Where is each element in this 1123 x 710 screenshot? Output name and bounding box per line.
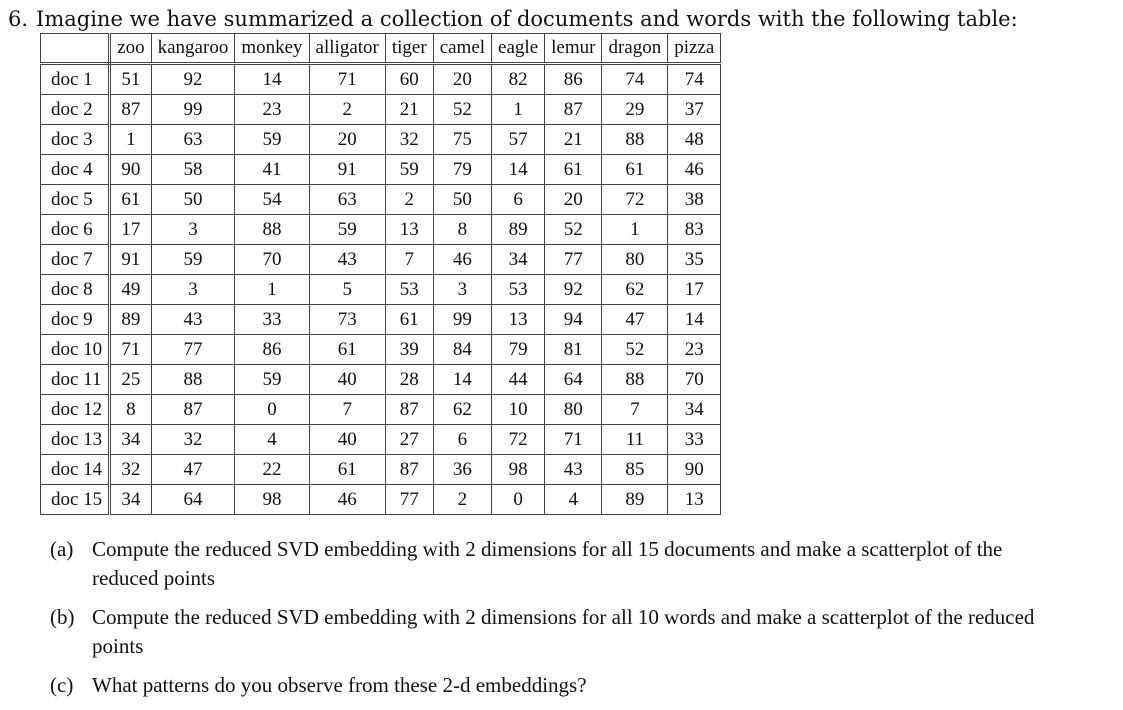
table-row — [41, 335, 721, 365]
table-cell: 37 — [668, 95, 721, 125]
table-cell: 89 — [492, 215, 545, 245]
table-cell: 0 — [235, 395, 309, 425]
table-cell: 8 — [433, 215, 491, 245]
part-label: (b) — [50, 605, 75, 629]
table-cell: 21 — [385, 95, 433, 125]
table-cell: 62 — [433, 395, 491, 425]
table-cell: 46 — [433, 245, 491, 275]
table-cell: 88 — [235, 215, 309, 245]
table-cell: 2 — [433, 485, 491, 515]
table-cell: 61 — [545, 155, 602, 185]
table-cell: 82 — [492, 64, 545, 95]
table-cell: 25 — [110, 365, 151, 395]
table-cell: 75 — [433, 125, 491, 155]
column-header: eagle — [492, 34, 545, 64]
table-cell: 61 — [309, 455, 385, 485]
table-cell: 47 — [602, 305, 668, 335]
table-cell: 88 — [151, 365, 235, 395]
table-cell: 98 — [235, 485, 309, 515]
table-cell: 61 — [309, 335, 385, 365]
table-cell: 13 — [385, 215, 433, 245]
table-cell: 74 — [602, 64, 668, 95]
row-label: doc 11 — [41, 365, 110, 395]
table-cell: 72 — [492, 425, 545, 455]
table-cell: 58 — [151, 155, 235, 185]
table-cell: 48 — [668, 125, 721, 155]
table-cell: 87 — [151, 395, 235, 425]
table-cell: 43 — [309, 245, 385, 275]
table-cell: 14 — [235, 64, 309, 95]
table-row — [41, 125, 721, 155]
table-cell: 86 — [235, 335, 309, 365]
table-cell: 99 — [151, 95, 235, 125]
table-cell: 38 — [668, 185, 721, 215]
table-cell: 14 — [492, 155, 545, 185]
table-header-row — [41, 34, 721, 64]
table-cell: 53 — [385, 275, 433, 305]
table-cell: 54 — [235, 185, 309, 215]
table-cell: 46 — [668, 155, 721, 185]
question-parts — [50, 535, 1050, 710]
table-row — [41, 275, 721, 305]
table-cell: 3 — [151, 275, 235, 305]
table-cell: 0 — [492, 485, 545, 515]
table-cell: 47 — [151, 455, 235, 485]
table-cell: 71 — [545, 425, 602, 455]
table-cell: 14 — [668, 305, 721, 335]
table-cell: 23 — [668, 335, 721, 365]
table-cell: 1 — [110, 125, 151, 155]
table-cell: 72 — [602, 185, 668, 215]
table-cell: 84 — [433, 335, 491, 365]
table-cell: 79 — [492, 335, 545, 365]
part-text: Compute the reduced SVD embedding with 2 dimensions for all 10 words and make a scatterplot of the reduced points — [92, 605, 1035, 658]
row-label: doc 8 — [41, 275, 110, 305]
column-header: dragon — [602, 34, 668, 64]
table-cell: 51 — [110, 64, 151, 95]
table-cell: 49 — [110, 275, 151, 305]
table-cell: 6 — [492, 185, 545, 215]
table-cell: 34 — [492, 245, 545, 275]
table-row — [41, 215, 721, 245]
table-cell: 61 — [602, 155, 668, 185]
table-cell: 73 — [309, 305, 385, 335]
table-cell: 40 — [309, 425, 385, 455]
row-label: doc 9 — [41, 305, 110, 335]
table-cell: 60 — [385, 64, 433, 95]
document-word-table — [40, 33, 721, 515]
table-cell: 74 — [668, 64, 721, 95]
row-label: doc 4 — [41, 155, 110, 185]
table-cell: 27 — [385, 425, 433, 455]
row-label: doc 10 — [41, 335, 110, 365]
table-cell: 87 — [385, 455, 433, 485]
table-cell: 89 — [602, 485, 668, 515]
table-cell: 1 — [602, 215, 668, 245]
table-row — [41, 365, 721, 395]
table-cell: 39 — [385, 335, 433, 365]
table-cell: 86 — [545, 64, 602, 95]
table-row — [41, 185, 721, 215]
table-cell: 98 — [492, 455, 545, 485]
table-cell: 88 — [602, 365, 668, 395]
table-cell: 63 — [151, 125, 235, 155]
table-cell: 14 — [433, 365, 491, 395]
table-cell: 32 — [385, 125, 433, 155]
table-cell: 61 — [385, 305, 433, 335]
table-cell: 91 — [309, 155, 385, 185]
table-cell: 70 — [668, 365, 721, 395]
table-cell: 20 — [309, 125, 385, 155]
table-cell: 87 — [110, 95, 151, 125]
table-cell: 1 — [492, 95, 545, 125]
table-cell: 92 — [151, 64, 235, 95]
row-label: doc 7 — [41, 245, 110, 275]
table-cell: 83 — [668, 215, 721, 245]
table-cell: 34 — [668, 395, 721, 425]
question-part-b — [50, 603, 1050, 661]
table-cell: 94 — [545, 305, 602, 335]
table-cell: 20 — [433, 64, 491, 95]
column-header: alligator — [309, 34, 385, 64]
table-cell: 4 — [545, 485, 602, 515]
table-cell: 22 — [235, 455, 309, 485]
question-number: 6. — [8, 7, 29, 31]
table-cell: 70 — [235, 245, 309, 275]
table-cell: 1 — [235, 275, 309, 305]
table-row — [41, 245, 721, 275]
column-header: lemur — [545, 34, 602, 64]
column-header: kangaroo — [151, 34, 235, 64]
table-cell: 79 — [433, 155, 491, 185]
row-label: doc 5 — [41, 185, 110, 215]
table-cell: 59 — [235, 125, 309, 155]
question-part-c — [50, 671, 1050, 700]
table-row — [41, 95, 721, 125]
table-row — [41, 395, 721, 425]
table-cell: 80 — [602, 245, 668, 275]
table-cell: 59 — [151, 245, 235, 275]
table-cell: 77 — [385, 485, 433, 515]
table-cell: 34 — [110, 425, 151, 455]
table-cell: 43 — [151, 305, 235, 335]
table-cell: 20 — [545, 185, 602, 215]
table-cell: 10 — [492, 395, 545, 425]
table-cell: 52 — [545, 215, 602, 245]
row-label: doc 3 — [41, 125, 110, 155]
table-cell: 32 — [110, 455, 151, 485]
table-cell: 43 — [545, 455, 602, 485]
table-row — [41, 455, 721, 485]
table-cell: 33 — [235, 305, 309, 335]
table-cell: 92 — [545, 275, 602, 305]
table-cell: 57 — [492, 125, 545, 155]
row-label: doc 13 — [41, 425, 110, 455]
table-cell: 29 — [602, 95, 668, 125]
row-label: doc 2 — [41, 95, 110, 125]
table-cell: 59 — [385, 155, 433, 185]
table-cell: 77 — [545, 245, 602, 275]
table-cell: 7 — [602, 395, 668, 425]
table-cell: 63 — [309, 185, 385, 215]
table-cell: 59 — [309, 215, 385, 245]
table-cell: 81 — [545, 335, 602, 365]
table-cell: 88 — [602, 125, 668, 155]
table-cell: 4 — [235, 425, 309, 455]
row-label: doc 12 — [41, 395, 110, 425]
table-cell: 89 — [110, 305, 151, 335]
table-body — [41, 64, 721, 515]
table-cell: 41 — [235, 155, 309, 185]
table-cell: 2 — [309, 95, 385, 125]
table-cell: 21 — [545, 125, 602, 155]
row-label: doc 1 — [41, 64, 110, 95]
table-cell: 17 — [110, 215, 151, 245]
table-cell: 87 — [545, 95, 602, 125]
table-row — [41, 485, 721, 515]
table-cell: 6 — [433, 425, 491, 455]
column-header: camel — [433, 34, 491, 64]
table-row — [41, 155, 721, 185]
question-part-a — [50, 535, 1050, 593]
table-cell: 61 — [110, 185, 151, 215]
part-label: (a) — [50, 537, 74, 561]
column-header: monkey — [235, 34, 309, 64]
table-cell: 85 — [602, 455, 668, 485]
table-cell: 90 — [110, 155, 151, 185]
question-heading — [8, 6, 1018, 32]
table-cell: 11 — [602, 425, 668, 455]
column-header: zoo — [110, 34, 151, 64]
question-text: Imagine we have summarized a collection of documents and words with the following table: — [36, 7, 1018, 31]
table-cell: 5 — [309, 275, 385, 305]
table-cell: 50 — [433, 185, 491, 215]
table-cell: 17 — [668, 275, 721, 305]
table-cell: 36 — [433, 455, 491, 485]
table-row — [41, 425, 721, 455]
part-text: What patterns do you observe from these 2-d embeddings? — [92, 673, 587, 697]
table-cell: 33 — [668, 425, 721, 455]
table-cell: 64 — [151, 485, 235, 515]
table-cell: 3 — [151, 215, 235, 245]
table-cell: 46 — [309, 485, 385, 515]
column-header: pizza — [668, 34, 721, 64]
table-cell: 23 — [235, 95, 309, 125]
table-cell: 13 — [668, 485, 721, 515]
table-cell: 87 — [385, 395, 433, 425]
table-cell: 90 — [668, 455, 721, 485]
table-cell: 34 — [110, 485, 151, 515]
table-cell: 62 — [602, 275, 668, 305]
table-cell: 50 — [151, 185, 235, 215]
row-label: doc 14 — [41, 455, 110, 485]
table-cell: 3 — [433, 275, 491, 305]
table-cell: 13 — [492, 305, 545, 335]
table-cell: 28 — [385, 365, 433, 395]
table-cell: 7 — [309, 395, 385, 425]
table-cell: 59 — [235, 365, 309, 395]
table-cell: 7 — [385, 245, 433, 275]
table-cell: 2 — [385, 185, 433, 215]
table-cell: 32 — [151, 425, 235, 455]
part-label: (c) — [50, 673, 74, 697]
table-cell: 80 — [545, 395, 602, 425]
table-cell: 91 — [110, 245, 151, 275]
table-row — [41, 305, 721, 335]
table-cell: 77 — [151, 335, 235, 365]
table-cell: 52 — [602, 335, 668, 365]
row-label: doc 15 — [41, 485, 110, 515]
table-cell: 71 — [309, 64, 385, 95]
table-cell: 40 — [309, 365, 385, 395]
table-cell: 52 — [433, 95, 491, 125]
table-cell: 99 — [433, 305, 491, 335]
table-cell: 35 — [668, 245, 721, 275]
table-row — [41, 64, 721, 95]
column-header: tiger — [385, 34, 433, 64]
table-cell: 44 — [492, 365, 545, 395]
table-cell: 8 — [110, 395, 151, 425]
table-cell: 64 — [545, 365, 602, 395]
table-cell: 71 — [110, 335, 151, 365]
table-corner-cell — [41, 34, 110, 64]
row-label: doc 6 — [41, 215, 110, 245]
table-cell: 53 — [492, 275, 545, 305]
part-text: Compute the reduced SVD embedding with 2 dimensions for all 15 documents and make a scatterplot of the reduced points — [92, 537, 1003, 590]
